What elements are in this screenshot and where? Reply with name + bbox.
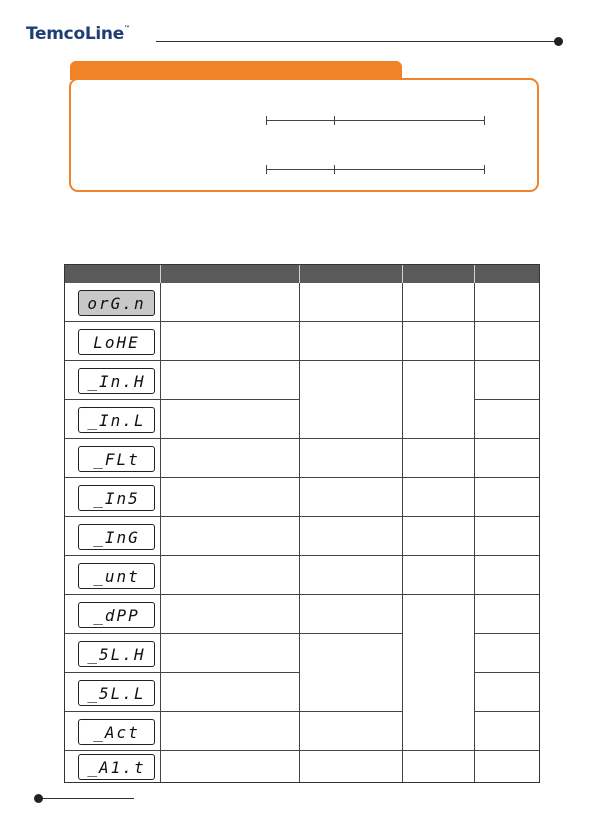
table-cell [300, 712, 403, 751]
table-cell [300, 322, 403, 361]
lcd-code: _InG [93, 527, 140, 547]
table-cell [161, 556, 300, 595]
info-box [69, 78, 539, 192]
table-cell [475, 478, 539, 517]
code-cell [65, 712, 161, 751]
code-cell [65, 283, 161, 322]
table-cell [403, 478, 475, 517]
table-cell [161, 712, 300, 751]
lcd-display [78, 719, 155, 745]
code-cell [65, 634, 161, 673]
footer-bullet-dot [34, 794, 43, 803]
table-cell [403, 556, 475, 595]
table-cell [161, 400, 300, 439]
lcd-code: _Act [93, 722, 140, 742]
code-cell [65, 595, 161, 634]
code-cell [65, 673, 161, 712]
code-cell [65, 322, 161, 361]
header-bullet-dot [554, 37, 563, 46]
lcd-code: _FLt [93, 449, 140, 469]
table-cell [161, 439, 300, 478]
table-cell [403, 283, 475, 322]
code-cell [65, 556, 161, 595]
lcd-display [78, 524, 155, 550]
code-cell [65, 751, 161, 782]
table-cell [403, 517, 475, 556]
code-cell [65, 361, 161, 400]
table-cell [300, 478, 403, 517]
table-cell [161, 634, 300, 673]
code-cell [65, 478, 161, 517]
table-cell [403, 322, 475, 361]
table-cell [475, 283, 539, 322]
code-cell [65, 439, 161, 478]
lcd-display [78, 754, 155, 780]
brand-logo: TemcoLine™ [26, 24, 130, 44]
table-cell [475, 322, 539, 361]
lcd-code: _unt [93, 566, 140, 586]
lcd-display [78, 680, 155, 706]
lcd-code: _In.L [87, 410, 146, 430]
table-cell [403, 595, 475, 751]
table-cell [161, 595, 300, 634]
lcd-code: _5L.L [87, 683, 146, 703]
trademark-symbol: ™ [123, 25, 130, 32]
lcd-display [78, 446, 155, 472]
table-header [65, 265, 539, 283]
table-cell [161, 361, 300, 400]
footer-rule [38, 798, 134, 799]
lcd-display [78, 368, 155, 394]
table-cell [475, 517, 539, 556]
table-cell [300, 556, 403, 595]
table-cell [300, 439, 403, 478]
table-cell [300, 751, 403, 782]
table-cell [300, 283, 403, 322]
code-cell [65, 400, 161, 439]
table-cell [300, 595, 403, 634]
table-cell [475, 400, 539, 439]
table-cell [161, 478, 300, 517]
table-cell [300, 517, 403, 556]
lcd-display [78, 290, 155, 316]
code-cell [65, 517, 161, 556]
table-cell [475, 439, 539, 478]
table-cell [300, 634, 403, 712]
lcd-display [78, 602, 155, 628]
table-cell [403, 751, 475, 782]
lcd-display [78, 329, 155, 355]
lcd-code: _A1.t [87, 757, 146, 777]
range-ruler-lower [266, 165, 485, 174]
table-cell [475, 751, 539, 782]
header-rule [156, 41, 558, 42]
table-cell [161, 517, 300, 556]
lcd-display [78, 563, 155, 589]
table-cell [403, 439, 475, 478]
lcd-code: _dPP [93, 605, 140, 625]
table-cell [403, 361, 475, 439]
table-cell [161, 751, 300, 782]
lcd-code: LoHE [93, 332, 140, 352]
table-cell [475, 361, 539, 400]
lcd-code: _5L.H [87, 644, 146, 664]
table-cell [475, 634, 539, 673]
table-cell [475, 673, 539, 712]
table-cell [300, 361, 403, 439]
table-cell [161, 322, 300, 361]
lcd-display [78, 485, 155, 511]
range-ruler-upper [266, 116, 485, 125]
table-cell [161, 283, 300, 322]
lcd-display [78, 641, 155, 667]
table-cell [475, 556, 539, 595]
lcd-display [78, 407, 155, 433]
lcd-code: _In5 [93, 488, 140, 508]
parameter-table [64, 264, 540, 783]
table-cell [161, 673, 300, 712]
lcd-code: orG.n [87, 293, 146, 313]
table-cell [475, 595, 539, 634]
lcd-code: _In.H [87, 371, 146, 391]
table-cell [475, 712, 539, 751]
